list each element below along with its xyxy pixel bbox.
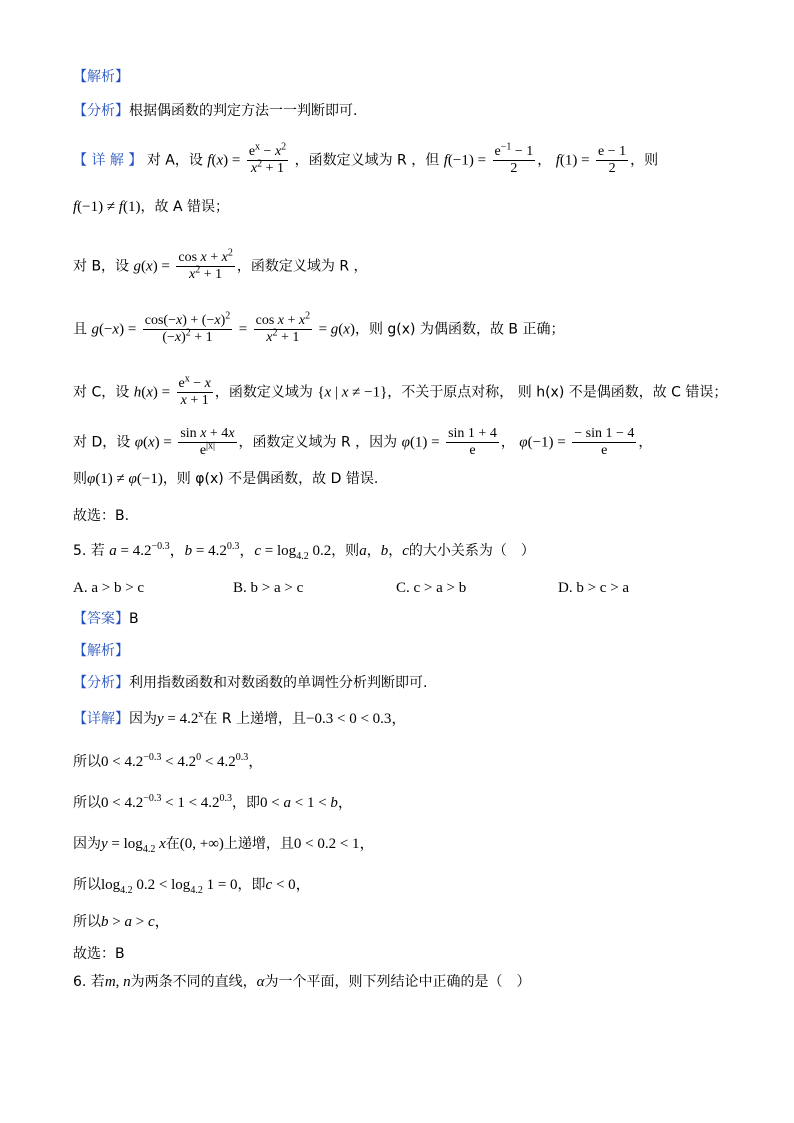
q5-step-2: 所以$0 < 4.2^{-0.3} < 4.2^0 < 4.2^{0.3}$， xyxy=(73,752,264,770)
fraction-f-def: $\frac{e^x - x^2}{x^2 + 1}$ xyxy=(248,141,287,176)
q5-analysis: 利用指数函数和对数函数的单调性分析判断即可. xyxy=(129,675,428,691)
q5-step-4-text-c: 上递增，且 xyxy=(223,836,294,852)
detail-a-line: 【 详 解 】 对 A，设 f(x) = $\frac{e^x - x^2}{x^2 + 1}$ ，函数定义域为 R ，但 f(−1) = $\frac{e^{-1} - 1}{2}$ ， f(1) = $\frac{e - 1}{2}$ ，则 xyxy=(73,141,659,176)
fraction-g-def: $\frac{\cos x + x^2}{x^2 + 1}$ xyxy=(178,247,233,282)
detail-c-line: 对 C，设 h(x) = $\frac{e^x - x}{x + 1}$ ，函数定义域为 {x | x ≠ −1}，不关于原点对称， 则 h(x) 不是偶函数，故 C 错误； xyxy=(73,373,728,408)
fraction-g-simplified: $\frac{\cos x + x^2}{x^2 + 1}$ xyxy=(255,310,311,345)
q5-step-5-mid: ，即 xyxy=(237,877,266,893)
q5-step-3: 所以$0 < 4.2^{-0.3} < 1 < 4.2^{0.3}$，即0 < a < 1 < b， xyxy=(73,793,353,811)
q6-stem-c: 为一个平面，则下列结论中正确的是（ ） xyxy=(264,974,531,990)
q5-step-5: 所以$\log_{4.2} 0.2 < \log_{4.2} 1 = 0$，即c < 0， xyxy=(73,877,311,896)
fenxi-label: 【分析】 xyxy=(73,103,129,119)
detail-d-intro: 对 D，设 xyxy=(73,434,131,451)
q6-stem: 6. 若m, n为两条不同的直线，α为一个平面，则下列结论中正确的是（ ） xyxy=(73,974,531,990)
detail-a-intro: 对 A，设 xyxy=(146,152,203,169)
detail-c-domain: ，函数定义域为 xyxy=(214,384,313,401)
detail-b-line: 对 B，设 g(x) = $\frac{\cos x + x^2}{x^2 + 1}$ ，函数定义域为 R ， xyxy=(73,247,368,282)
detail-b-and: 且 xyxy=(73,321,87,338)
detail-b-domain: ，函数定义域为 R ， xyxy=(236,258,368,275)
q5-answer-line xyxy=(73,610,139,628)
fraction-g-negx: $\frac{\cos(-x) + (-x)^2}{(-x)^2 + 1}$ xyxy=(144,310,231,345)
q5-step-6: 所以b > a > c， xyxy=(73,914,170,930)
jiexi-label: 【解析】 xyxy=(73,69,129,85)
q5-step-1-text-b: 在 R 上递增，且 xyxy=(203,711,307,727)
q5-step-3-text: 所以 xyxy=(73,795,101,811)
detail-b-proof-line: 且 g(−x) = $\frac{\cos(-x) + (-x)^2}{(-x)^2 + 1}$ = $\frac{\cos x + x^2}{x^2 + 1}$ = g(x)，则 g(x) 为偶函数，故 B 正确； xyxy=(73,310,565,345)
fraction-phi-1: $\frac{\sin 1 + 4}{e}$ xyxy=(448,426,497,458)
q5-step-3-mid: ，即 xyxy=(232,795,261,811)
detail-a-conclusion-line: f(−1) ≠ f(1)，故 A 错误； xyxy=(73,199,230,215)
separator: ， xyxy=(500,434,515,451)
q5-number: 5. 若 xyxy=(73,543,105,559)
q5-step-1-text: 因为 xyxy=(129,711,157,727)
q5-step-4: 因为$y = \log_{4.2} x$在(0, +∞)上递增，且0 < 0.2 < 1， xyxy=(73,836,375,855)
detail-b-conclusion: ，则 g(x) 为偶函数，故 B 正确； xyxy=(354,321,565,338)
detail-c-intro: 对 C，设 xyxy=(73,384,130,401)
detail-a-conclusion: ，故 A 错误； xyxy=(140,199,230,215)
q5-step-2-text: 所以 xyxy=(73,754,101,770)
fraction-phi-neg1: $\frac{- \sin 1 - 4}{e}$ xyxy=(574,426,635,458)
q5-fenxi-label: 【分析】 xyxy=(73,675,129,691)
choice-c[interactable]: C. c > a > b xyxy=(396,580,467,596)
q5-jiexi-label: 【解析】 xyxy=(73,643,129,659)
analysis-text: 根据偶函数的判定方法一一判断即可. xyxy=(129,103,358,119)
q5-step-6-text: 所以 xyxy=(73,914,101,930)
q5-xiangjie-label: 【详解】 xyxy=(73,711,129,727)
q5-step-4-text: 因为 xyxy=(73,836,101,852)
separator: ， xyxy=(638,434,653,451)
q5-stem-end: 的大小关系为（ ） xyxy=(408,543,535,559)
q5-analysis-line xyxy=(73,674,427,692)
detail-b-intro: 对 B，设 xyxy=(73,258,130,275)
choice-a[interactable]: A. a > b > c xyxy=(73,580,145,596)
choice-d[interactable]: D. b > c > a xyxy=(558,580,630,596)
fraction-h-def: $\frac{e^x - x}{x + 1}$ xyxy=(178,373,211,408)
detail-d-conclusion-line: 则φ(1) ≠ φ(−1)，则 φ(x) 不是偶函数，故 D 错误. xyxy=(73,471,379,487)
q5-step-1: 【详解】因为$y = 4.2^x$在 R 上递增，且−0.3 < 0 < 0.3， xyxy=(73,709,407,727)
detail-d-line: 对 D，设 φ(x) = $\frac{\text{sin x + 4x}}{e^{|x|}}$ ，函数定义域为 R ，因为 φ(1) = $\frac{\sin 1 + 4}{e}$ ， φ(−1) = $\frac{- \sin 1 - 4}{e}$ ， xyxy=(73,426,653,458)
q6-number: 6. 若 xyxy=(73,974,105,990)
q4-answer: 故选：B. xyxy=(73,508,130,524)
separator: ， xyxy=(537,152,552,169)
detail-d-conclusion: ，则 φ(x) 不是偶函数，故 D 错误. xyxy=(162,471,379,487)
q5-answer-final: 故选：B xyxy=(73,946,125,962)
daan-label: 【答案】 xyxy=(73,611,129,627)
analysis-line xyxy=(73,102,357,120)
q5-answer: B xyxy=(129,611,139,627)
detail-d-domain: ，函数定义域为 R ，因为 xyxy=(238,434,398,451)
formula-f: f xyxy=(207,152,212,169)
detail-c-conclusion: ，不关于原点对称， 则 h(x) 不是偶函数，故 C 错误； xyxy=(387,384,728,401)
q5-stem: 5. 若 $a = 4.2^{-0.3}$，$b = 4.2^{0.3}$，$c = \log_{4.2} 0.2$，则a，b，c的大小关系为（ ） xyxy=(73,541,535,562)
detail-d-then: 则 xyxy=(73,471,87,487)
q6-stem-b: 为两条不同的直线， xyxy=(130,974,257,990)
q5-step-4-text-b: 在 xyxy=(165,836,180,852)
fraction-f-neg1: $\frac{e^{-1} - 1}{2}$ xyxy=(494,141,534,176)
fraction-phi-def: $\frac{\text{sin x + 4x}}{e^{|x|}}$ xyxy=(180,426,235,458)
xiangjie-label: 【 详 解 】 xyxy=(73,152,143,169)
q5-step-5-text: 所以 xyxy=(73,877,101,893)
detail-a-domain: ，函数定义域为 R ，但 xyxy=(294,152,440,169)
choice-b[interactable]: B. b > a > c xyxy=(233,580,304,596)
detail-a-then: ，则 xyxy=(630,152,659,169)
fraction-f-1: $\frac{e - 1}{2}$ xyxy=(598,144,627,176)
q5-stem-mid: ，则 xyxy=(331,543,360,559)
